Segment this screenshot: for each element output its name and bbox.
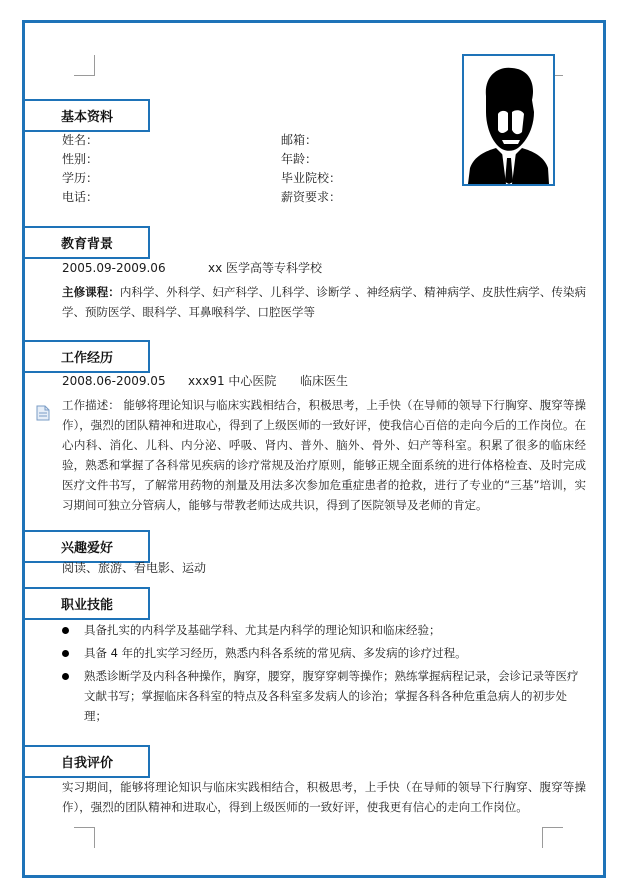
self-evaluation-text: 实习期间，能够将理论知识与临床实践相结合，积极思考，上手快（在导师的领导下行胸穿、腹穿等操作），强烈的团队精神和进取心，得到上级医师的一致好评，使我更有信心的走向工作岗位。 — [62, 780, 586, 814]
field-age: 年龄： — [281, 152, 318, 166]
education-courses — [62, 282, 586, 322]
skill-text: 熟悉诊断学及内科各种操作，胸穿，腰穿，腹穿穿刺等操作；熟练掌握病程记录，会诊记录等医疗文献书写；掌握临床各科室的特点及各科室多发病人的诊治；掌握各科各种危重急病人的初步处理； — [84, 669, 579, 723]
field-gender: 性别： — [62, 152, 99, 166]
work-description: 工作描述： 能够将理论知识与临床实践相结合，积极思考，上手快（在导师的领导下行胸穿、腹穿等操作），强烈的团队精神和进取心，得到了上级医师的一致好评，使我信心百倍的走向今后的工作岗位。在心内科、消化、儿科、内分泌、呼吸、肾内、普外、脑外、骨外、妇产等科室。积累了很多的临床经验，熟悉和掌握了各科常见疾病的诊疗常规及治疗原则，能够正规全面系统的进行体格检查、及时完成医疗文件书写，了解常用药物的剂量及用法多次参加危重症患者的抢救，进行了专业的“三基”培训，实习期间可独立分管病人，能够与带教老师达成共识，得到了医院领导及老师的肯定。 — [62, 398, 586, 512]
skill-item — [60, 666, 588, 726]
work-position: 临床医生 — [300, 374, 349, 388]
field-salary: 薪资要求： — [281, 190, 342, 204]
field-name: 姓名： — [62, 133, 99, 147]
portrait-icon — [464, 56, 553, 184]
field-email: 邮箱： — [281, 133, 318, 147]
courses-text: 内科学、外科学、妇产科学、儿科学、诊断学 、神经病学、精神病学、皮肤性病学、传染病学、预防医学、眼科学、耳鼻喉科学、口腔医学等 — [62, 285, 587, 319]
courses-label: 主修课程： — [62, 285, 120, 299]
section-basic-title: 基本资料 — [22, 99, 150, 132]
section-education-title: 教育背景 — [22, 226, 150, 259]
bullet-dot — [62, 627, 69, 634]
bullet-dot — [62, 673, 69, 680]
skills-list — [60, 620, 588, 729]
section-work-title: 工作经历 — [22, 340, 150, 373]
field-degree: 学历： — [62, 171, 99, 185]
crop-mark-bottom-left — [74, 827, 95, 848]
skill-item — [60, 643, 588, 663]
field-phone: 电话： — [62, 190, 99, 204]
section-skills-title: 职业技能 — [22, 587, 150, 620]
work-company: xxx91 中心医院 — [188, 374, 277, 388]
crop-mark-top-left — [74, 55, 95, 76]
work-period: 2008.06-2009.05 — [62, 374, 166, 388]
skill-item — [60, 620, 588, 640]
field-school: 毕业院校： — [281, 171, 342, 185]
education-school: xx 医学高等专科学校 — [208, 261, 323, 275]
section-hobby-title: 兴趣爱好 — [22, 530, 150, 563]
document-icon — [36, 405, 50, 421]
crop-mark-bottom-right — [542, 827, 563, 848]
profile-photo — [462, 54, 555, 186]
education-period: 2005.09-2009.06 — [62, 261, 166, 275]
skill-text: 具备 4 年的扎实学习经历，熟悉内科各系统的常见病、多发病的诊疗过程。 — [84, 646, 467, 660]
bullet-dot — [62, 650, 69, 657]
hobby-text: 阅读、旅游、看电影、运动 — [62, 561, 207, 575]
section-self-title: 自我评价 — [22, 745, 150, 778]
skill-text: 具备扎实的内科学及基础学科、尤其是内科学的理论知识和临床经验； — [84, 623, 441, 637]
